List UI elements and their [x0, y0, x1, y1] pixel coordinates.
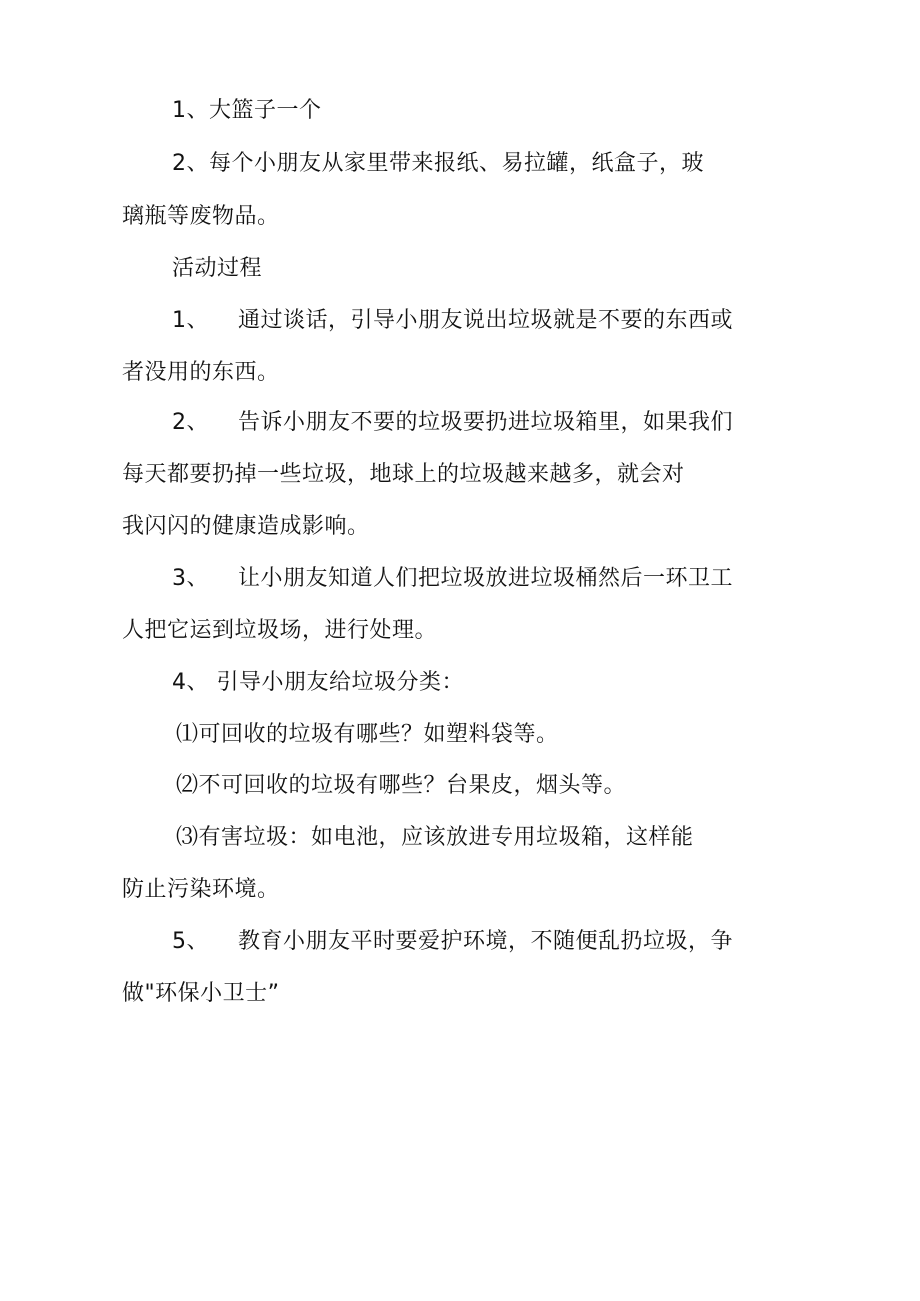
step-2-continued-1: 每天都要扔掉一些垃圾，地球上的垃圾越来越多，就会对 [122, 462, 685, 487]
category-recyclable: ⑴可回收的垃圾有哪些？如塑料袋等。 [176, 722, 559, 747]
step-1 [172, 308, 733, 334]
category-hazardous-continued: 防止污染环境。 [122, 877, 280, 902]
step-text: 通过谈话，引导小朋友说出垃圾就是不要的东西或 [238, 308, 734, 333]
step-5 [172, 929, 733, 955]
step-text: 教育小朋友平时要爱护环境，不随便乱扔垃圾，争 [238, 929, 734, 954]
step-1-continued: 者没用的东西。 [122, 360, 280, 385]
step-3-continued: 人把它运到垃圾场，进行处理。 [122, 618, 438, 643]
step-4: 4、 引导小朋友给垃圾分类： [172, 670, 464, 695]
step-5-continued: 做"环保小卫士” [122, 981, 280, 1006]
category-non-recyclable: ⑵不可回收的垃圾有哪些？台果皮，烟头等。 [176, 773, 627, 798]
material-item-2-continued: 璃瓶等废物品。 [122, 204, 280, 229]
step-3 [172, 566, 733, 592]
material-item-1: 1、大篮子一个 [172, 98, 322, 123]
material-item-2: 2、每个小朋友从家里带来报纸、易拉罐，纸盒子，玻 [172, 151, 704, 176]
step-number: 5、 [172, 929, 209, 954]
step-2-continued-2: 我闪闪的健康造成影响。 [122, 514, 370, 539]
step-text: 告诉小朋友不要的垃圾要扔进垃圾箱里，如果我们 [238, 410, 734, 435]
step-number: 3、 [172, 566, 209, 591]
category-hazardous: ⑶有害垃圾：如电池，应该放进专用垃圾箱，这样能 [176, 825, 694, 850]
step-2 [172, 410, 733, 436]
step-number: 1、 [172, 308, 209, 333]
step-number: 2、 [172, 410, 209, 435]
section-heading-activity-process: 活动过程 [172, 256, 263, 281]
step-text: 让小朋友知道人们把垃圾放进垃圾桶然后一环卫工 [238, 566, 734, 591]
